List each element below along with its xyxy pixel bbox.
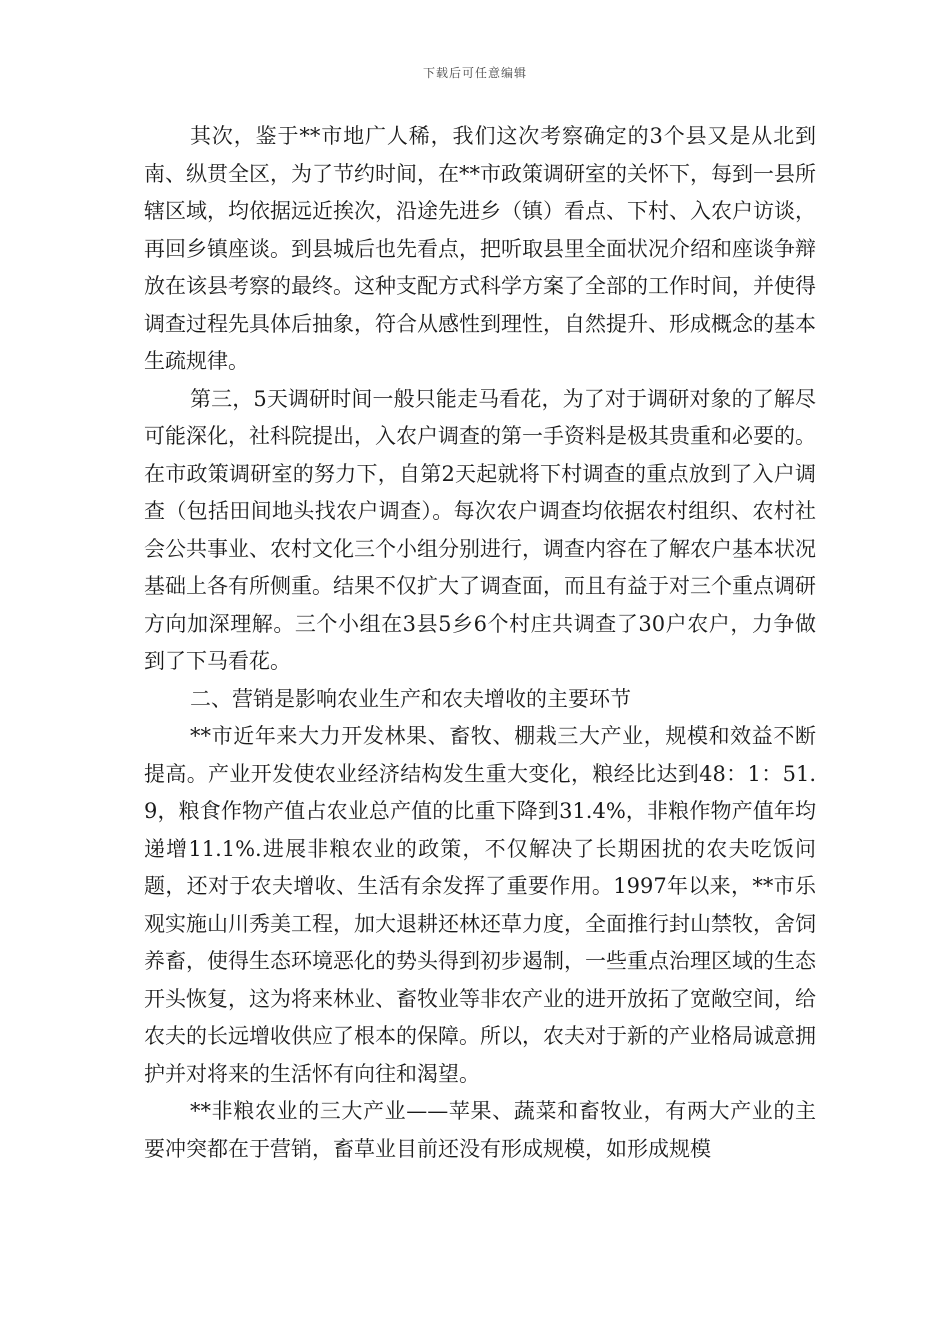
paragraph-three-industries: **非粮农业的三大产业——苹果、蔬菜和畜牧业，有两大产业的主要冲突都在于营销，畜草业目前还没有形成规模，如形成规模 — [144, 1099, 816, 1161]
page-header: 下载后可任意编辑 — [422, 66, 527, 80]
paragraph-third-point: 第三，5天调研时间一般只能走马看花，为了对于调研对象的了解尽可能深化，社科院提出，入农户调查的第一手资料是极其贵重和必要的。在市政策调研室的努力下，自第2天起就将下村调查的重点放到了入户调查（包括田间地头找农户调查）。每次农户调查均依据农村组织、农村社会公共事业、农村文化三个小组分别进行，调查内容在了解农户基本状况基础上各有所侧重。结果不仅扩大了调查面，而且有益于对三个重点调研方向加深理解。三个小组在3县5乡6个村庄共调查了30户农户，力争做到了下马看花。 — [144, 386, 816, 673]
paragraph-second-point: 其次，鉴于**市地广人稀，我们这次考察确定的3个县又是从北到南、纵贯全区，为了节约时间，在**市政策调研室的关怀下，每到一县所辖区域，均依据远近挨次，沿途先进乡（镇）看点、下村、入农户访谈，再回乡镇座谈。到县城后也先看点，把听取县里全面状况介绍和座谈争辩放在该县考察的最终。这种支配方式科学方案了全部的工作时间，并使得调查过程先具体后抽象，符合从感性到理性，自然提升、形成概念的基本生疏规律。 — [144, 124, 816, 373]
paragraph-industry-development: **市近年来大力开发林果、畜牧、棚栽三大产业，规模和效益不断提高。产业开发使农业经济结构发生重大变化，粮经比达到48：1：51.9，粮食作物产值占农业总产值的比重下降到31.4%，非粮作物产值年均递增11.1%.进展非粮农业的政策，不仅解决了长期困扰的农夫吃饭问题，还对于农夫增收、生活有余发挥了重要作用。1997年以来，**市乐观实施山川秀美工程，加大退耕还林还草力度，全面推行封山禁牧，舍饲养畜，使得生态环境恶化的势头得到初步遏制，一些重点治理区域的生态开头恢复，这为将来林业、畜牧业等非农产业的进开放拓了宽敞空间，给农夫的长远增收供应了根本的保障。所以，农夫对于新的产业格局诚意拥护并对将来的生活怀有向往和渴望。 — [144, 724, 816, 1086]
document-body — [144, 118, 816, 1168]
section-heading-marketing: 二、营销是影响农业生产和农夫增收的主要环节 — [190, 686, 631, 711]
